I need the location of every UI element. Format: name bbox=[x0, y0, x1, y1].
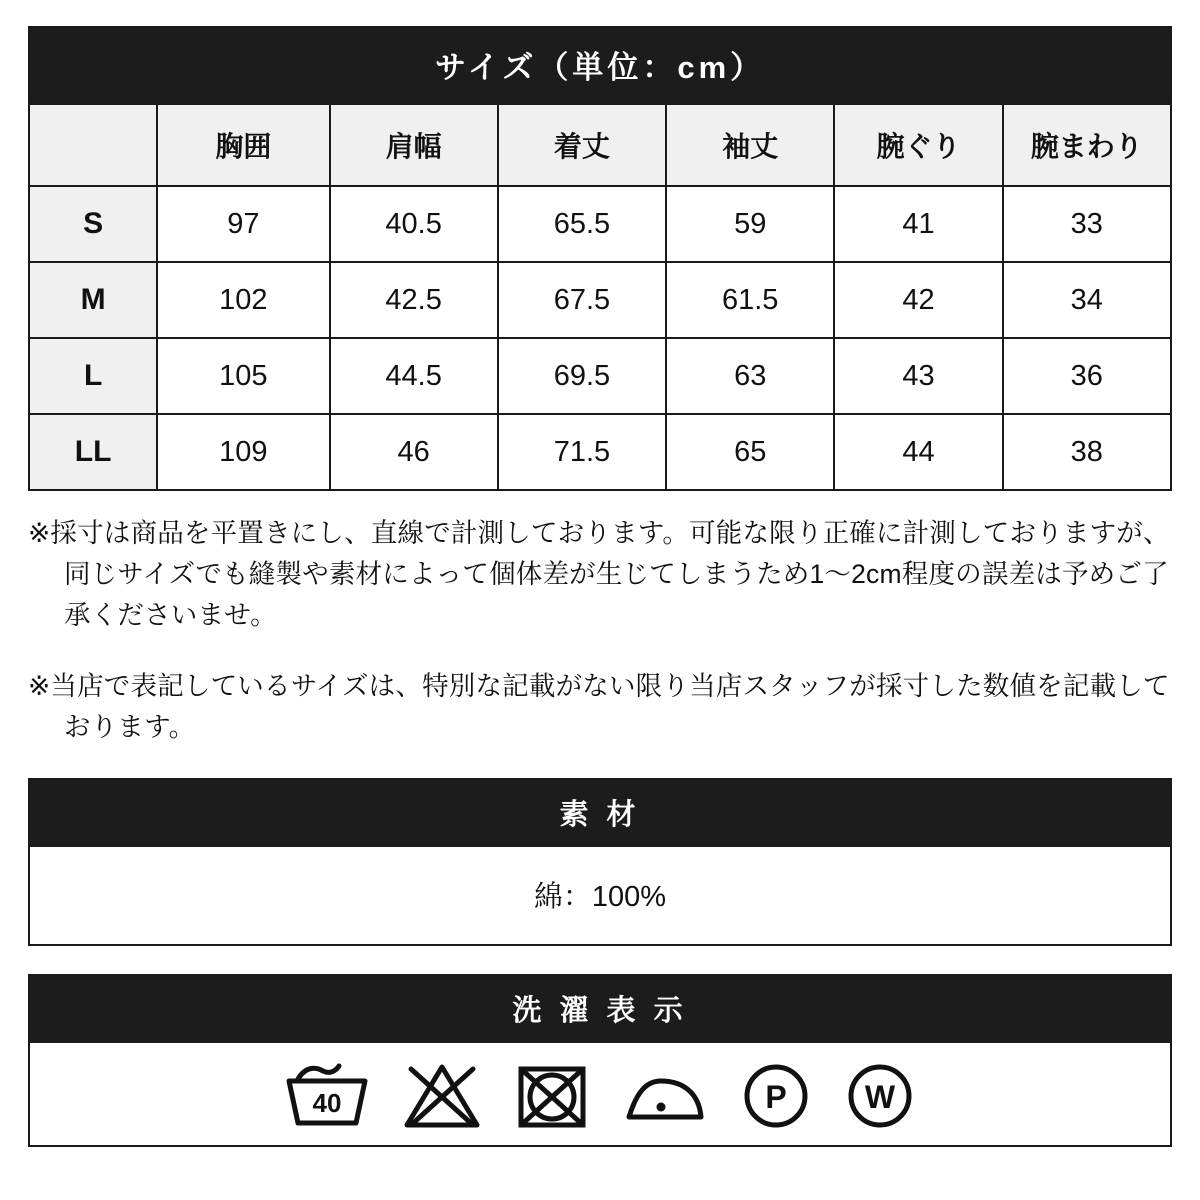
row-size-label: M bbox=[29, 262, 157, 338]
cell-bust: 109 bbox=[157, 414, 329, 490]
cell-sleeve-length: 61.5 bbox=[666, 262, 834, 338]
cell-shoulder: 46 bbox=[330, 414, 498, 490]
dry-clean-p-icon bbox=[739, 1059, 813, 1131]
material-section-body: 綿：100% bbox=[30, 847, 1170, 944]
dry-clean-letter: P bbox=[765, 1079, 787, 1116]
wash-temperature-label: 40 bbox=[312, 1088, 342, 1119]
cell-sleeve-length: 59 bbox=[666, 186, 834, 262]
cell-length: 71.5 bbox=[498, 414, 666, 490]
cell-shoulder: 44.5 bbox=[330, 338, 498, 414]
cell-bust: 105 bbox=[157, 338, 329, 414]
column-header-armhole: 腕ぐり bbox=[834, 104, 1002, 186]
note-measurement-tolerance-text: ※採寸は商品を平置きにし、直線で計測しております。可能な限り正確に計測しておりますが、同じサイズでも縫製や素材によって個体差が生じてしまうため1〜2cm程度の誤差は予めご了承くださいませ。 bbox=[28, 518, 1170, 631]
table-row bbox=[29, 414, 1171, 490]
measurement-notes bbox=[28, 513, 1172, 748]
cell-bust: 97 bbox=[157, 186, 329, 262]
cell-shoulder: 40.5 bbox=[330, 186, 498, 262]
size-table bbox=[28, 26, 1172, 491]
material-section-title: 素 材 bbox=[30, 780, 1170, 847]
cell-bust: 102 bbox=[157, 262, 329, 338]
column-header-shoulder: 肩幅 bbox=[330, 104, 498, 186]
cell-shoulder: 42.5 bbox=[330, 262, 498, 338]
material-section bbox=[28, 778, 1172, 946]
cell-arm-circumference: 36 bbox=[1003, 338, 1171, 414]
cell-length: 65.5 bbox=[498, 186, 666, 262]
row-size-label: LL bbox=[29, 414, 157, 490]
cell-armhole: 43 bbox=[834, 338, 1002, 414]
size-table-title: サイズ（単位：cm） bbox=[29, 27, 1171, 104]
note-measured-by-staff bbox=[28, 666, 1172, 748]
no-bleach-triangle-icon bbox=[401, 1059, 483, 1131]
size-table-corner-cell bbox=[29, 104, 157, 186]
care-section bbox=[28, 974, 1172, 1147]
care-section-title: 洗 濯 表 示 bbox=[30, 976, 1170, 1043]
cell-sleeve-length: 65 bbox=[666, 414, 834, 490]
column-header-arm-circumference: 腕まわり bbox=[1003, 104, 1171, 186]
table-row bbox=[29, 186, 1171, 262]
wet-clean-letter: W bbox=[864, 1079, 896, 1116]
cell-armhole: 41 bbox=[834, 186, 1002, 262]
cell-arm-circumference: 34 bbox=[1003, 262, 1171, 338]
wet-clean-w-icon bbox=[843, 1059, 917, 1131]
table-row bbox=[29, 338, 1171, 414]
cell-armhole: 44 bbox=[834, 414, 1002, 490]
column-header-bust: 胸囲 bbox=[157, 104, 329, 186]
column-header-sleeve-length: 袖丈 bbox=[666, 104, 834, 186]
cell-length: 69.5 bbox=[498, 338, 666, 414]
care-section-body bbox=[30, 1043, 1170, 1145]
iron-low-icon bbox=[621, 1059, 709, 1131]
row-size-label: S bbox=[29, 186, 157, 262]
cell-arm-circumference: 33 bbox=[1003, 186, 1171, 262]
size-table-title-row bbox=[29, 27, 1171, 104]
note-measurement-tolerance bbox=[28, 513, 1172, 636]
cell-arm-circumference: 38 bbox=[1003, 414, 1171, 490]
row-size-label: L bbox=[29, 338, 157, 414]
cell-armhole: 42 bbox=[834, 262, 1002, 338]
no-tumble-dry-icon bbox=[513, 1059, 591, 1131]
care-icon-row bbox=[30, 1059, 1170, 1131]
cell-sleeve-length: 63 bbox=[666, 338, 834, 414]
size-table-header-row bbox=[29, 104, 1171, 186]
table-row bbox=[29, 262, 1171, 338]
cell-length: 67.5 bbox=[498, 262, 666, 338]
note-measured-by-staff-text: ※当店で表記しているサイズは、特別な記載がない限り当店スタッフが採寸した数値を記載しております。 bbox=[28, 671, 1170, 743]
column-header-length: 着丈 bbox=[498, 104, 666, 186]
wash-tub-40-icon bbox=[283, 1059, 371, 1131]
